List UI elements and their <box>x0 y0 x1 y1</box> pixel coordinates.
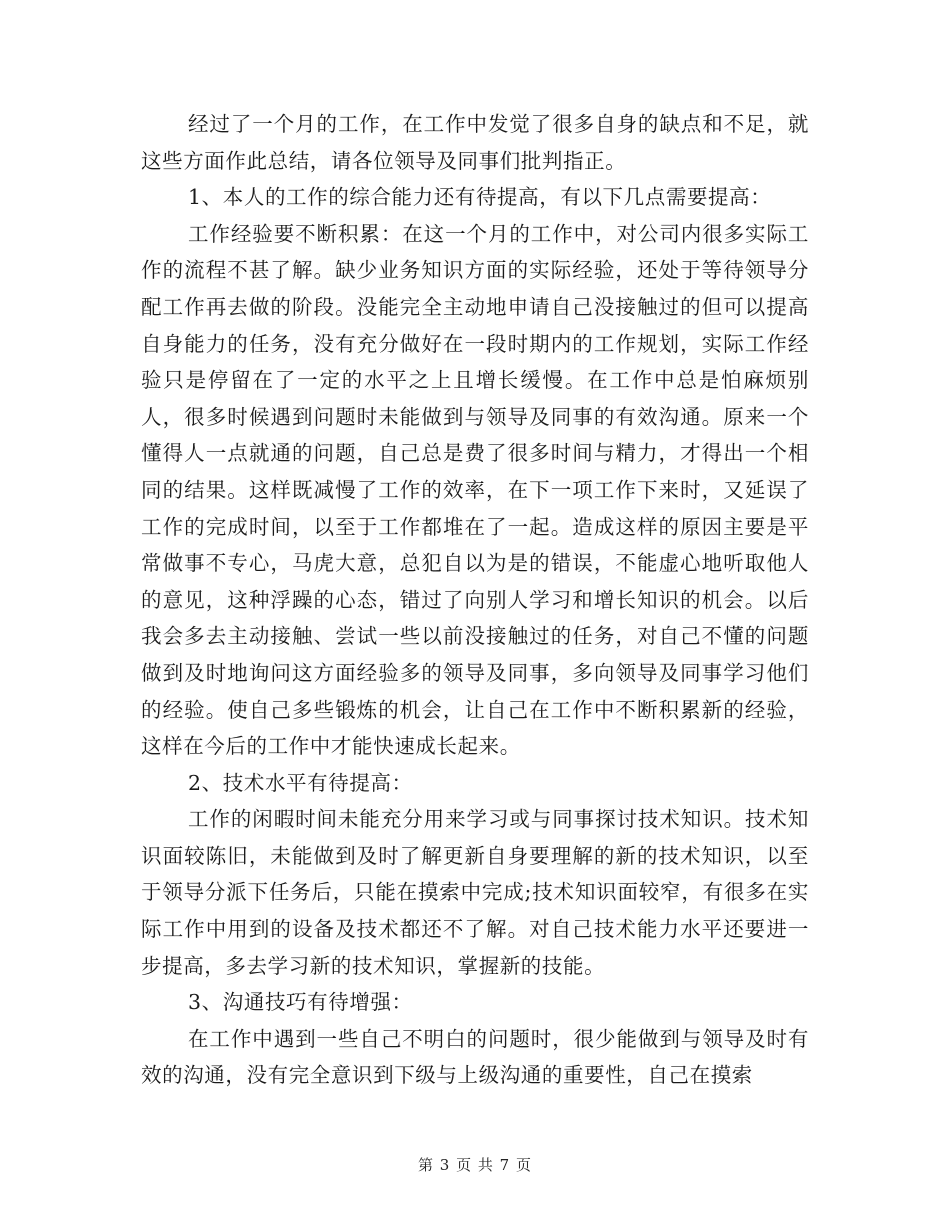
page-number-footer: 第 3 页 共 7 页 <box>418 1156 532 1174</box>
paragraph-experience: 工作经验要不断积累：在这一个月的工作中，对公司内很多实际工作的流程不甚了解。缺少业务知识方面的实际经验，还处于等待领导分配工作再去做的阶段。没能完全主动地申请自己没接触过的但可以提高自身能力的任务，没有充分做好在一段时期内的工作规划，实际工作经验只是停留在了一定的水平之上且增长缓慢。在工作中总是怕麻烦别人，很多时候遇到问题时未能做到与领导及同事的有效沟通。原来一个懂得人一点就通的问题，自己总是费了很多时间与精力，才得出一个相同的结果。这样既减慢了工作的效率，在下一项工作下来时，又延误了工作的完成时间，以至于工作都堆在了一起。造成这样的原因主要是平常做事不专心，马虎大意，总犯自以为是的错误，不能虚心地听取他人的意见，这种浮躁的心态，错过了向别人学习和增长知识的机会。以后我会多去主动接触、尝试一些以前没接触过的任务，对自己不懂的问题做到及时地询问这方面经验多的领导及同事，多向领导及同事学习他们的经验。使自己多些锻炼的机会，让自己在工作中不断积累新的经验，这样在今后的工作中才能快速成长起来。 <box>141 221 809 759</box>
heading-item-3: 3、沟通技巧有待增强： <box>188 990 413 1015</box>
document-body <box>141 106 809 1094</box>
paragraph-technical: 工作的闲暇时间未能充分用来学习或与同事探讨技术知识。技术知识面较陈旧，未能做到及时了解更新自身要理解的新的技术知识，以至于领导分派下任务后，只能在摸索中完成;技术知识面较窄，有很多在实际工作中用到的设备及技术都还不了解。对自己技术能力水平还要进一步提高，多去学习新的技术知识，掌握新的技能。 <box>141 807 809 978</box>
paragraph-intro: 经过了一个月的工作，在工作中发觉了很多自身的缺点和不足，就这些方面作此总结，请各位领导及同事们批判指正。 <box>141 112 809 173</box>
paragraph-communication: 在工作中遇到一些自己不明白的问题时，很少能做到与领导及时有效的沟通，没有完全意识到下级与上级沟通的重要性，自己在摸索 <box>141 1026 809 1088</box>
heading-item-2: 2、技术水平有待提高： <box>188 770 413 795</box>
heading-item-1: 1、本人的工作的综合能力还有待提高，有以下几点需要提高： <box>188 185 772 210</box>
